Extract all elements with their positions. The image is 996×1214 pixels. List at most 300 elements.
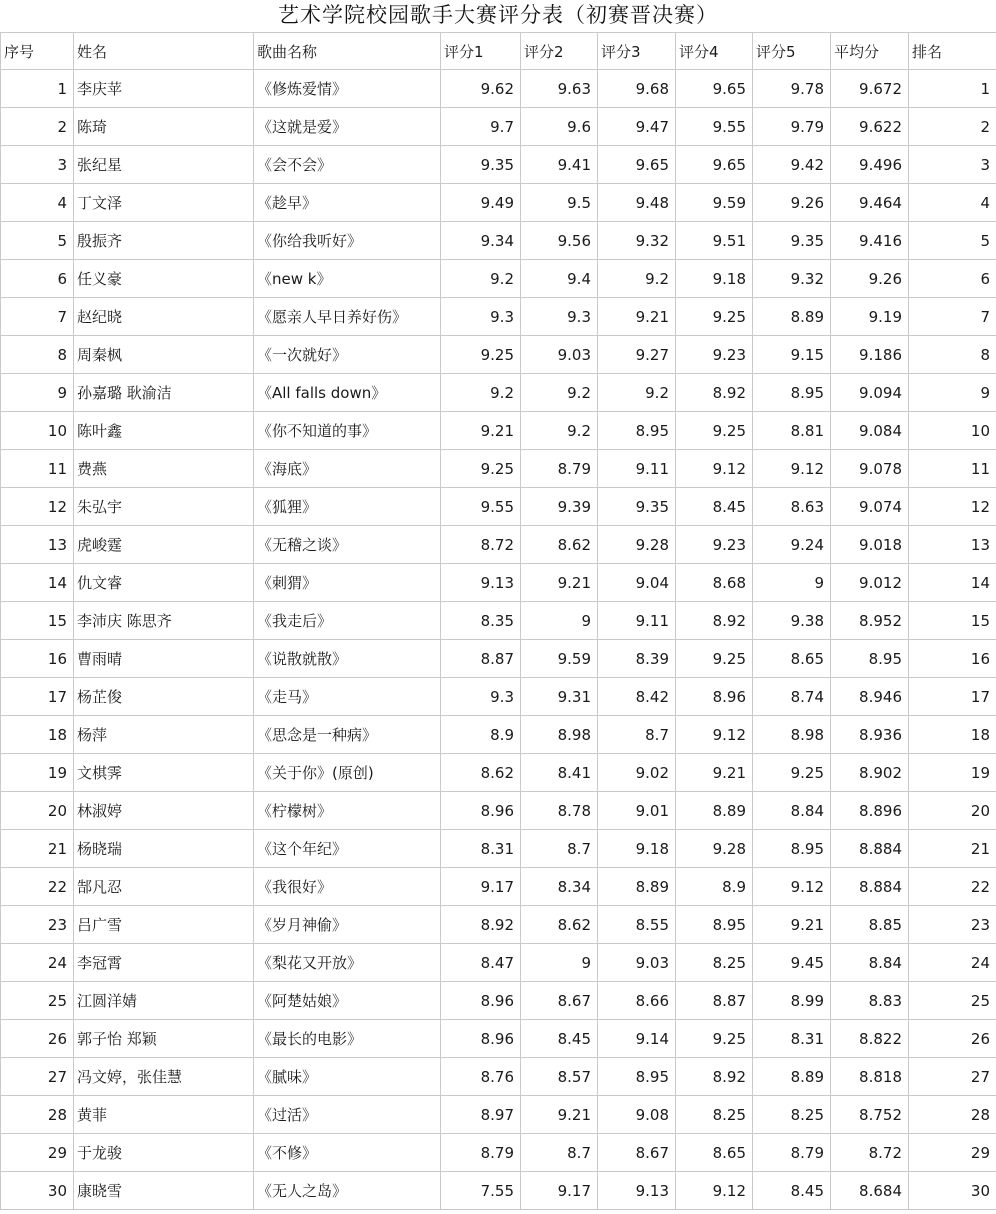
cell-score3[interactable]: 8.39 xyxy=(598,640,676,678)
cell-score1[interactable]: 8.35 xyxy=(441,602,521,640)
cell-score3[interactable]: 9.32 xyxy=(598,222,676,260)
cell-rank[interactable]: 2 xyxy=(909,108,996,146)
cell-index[interactable]: 14 xyxy=(1,564,74,602)
cell-average[interactable]: 8.72 xyxy=(831,1134,909,1172)
cell-song[interactable]: 《岁月神偷》 xyxy=(254,906,441,944)
cell-score3[interactable]: 9.18 xyxy=(598,830,676,868)
cell-rank[interactable]: 14 xyxy=(909,564,996,602)
cell-average[interactable]: 9.084 xyxy=(831,412,909,450)
cell-name[interactable]: 殷振齐 xyxy=(74,222,254,260)
cell-score5[interactable]: 9.45 xyxy=(753,944,831,982)
cell-score2[interactable]: 8.7 xyxy=(521,1134,598,1172)
cell-score5[interactable]: 9.12 xyxy=(753,450,831,488)
cell-score5[interactable]: 8.95 xyxy=(753,374,831,412)
cell-score3[interactable]: 9.28 xyxy=(598,526,676,564)
cell-score1[interactable]: 9.25 xyxy=(441,450,521,488)
header-cell-index[interactable]: 序号 xyxy=(1,33,74,70)
cell-score2[interactable]: 9.31 xyxy=(521,678,598,716)
cell-index[interactable]: 28 xyxy=(1,1096,74,1134)
cell-rank[interactable]: 22 xyxy=(909,868,996,906)
cell-index[interactable]: 7 xyxy=(1,298,74,336)
cell-index[interactable]: 22 xyxy=(1,868,74,906)
cell-score2[interactable]: 9.56 xyxy=(521,222,598,260)
cell-score2[interactable]: 9.21 xyxy=(521,1096,598,1134)
cell-score1[interactable]: 9.2 xyxy=(441,374,521,412)
cell-name[interactable]: 杨晓瑞 xyxy=(74,830,254,868)
cell-average[interactable]: 8.85 xyxy=(831,906,909,944)
cell-index[interactable]: 8 xyxy=(1,336,74,374)
cell-score5[interactable]: 8.74 xyxy=(753,678,831,716)
cell-score5[interactable]: 8.63 xyxy=(753,488,831,526)
cell-index[interactable]: 10 xyxy=(1,412,74,450)
cell-average[interactable]: 8.952 xyxy=(831,602,909,640)
cell-score5[interactable]: 8.98 xyxy=(753,716,831,754)
cell-name[interactable]: 丁文泽 xyxy=(74,184,254,222)
cell-song[interactable]: 《刺猬》 xyxy=(254,564,441,602)
cell-score3[interactable]: 9.2 xyxy=(598,374,676,412)
cell-name[interactable]: 李冠霄 xyxy=(74,944,254,982)
cell-rank[interactable]: 27 xyxy=(909,1058,996,1096)
cell-score4[interactable]: 8.92 xyxy=(676,374,753,412)
cell-score3[interactable]: 9.48 xyxy=(598,184,676,222)
cell-score1[interactable]: 9.25 xyxy=(441,336,521,374)
cell-song[interactable]: 《最长的电影》 xyxy=(254,1020,441,1058)
cell-name[interactable]: 仇文睿 xyxy=(74,564,254,602)
cell-score2[interactable]: 9.3 xyxy=(521,298,598,336)
cell-average[interactable]: 9.672 xyxy=(831,70,909,108)
cell-score5[interactable]: 9 xyxy=(753,564,831,602)
cell-score4[interactable]: 8.87 xyxy=(676,982,753,1020)
cell-name[interactable]: 任义豪 xyxy=(74,260,254,298)
cell-score5[interactable]: 8.31 xyxy=(753,1020,831,1058)
cell-index[interactable]: 21 xyxy=(1,830,74,868)
cell-name[interactable]: 吕广雪 xyxy=(74,906,254,944)
cell-score5[interactable]: 8.89 xyxy=(753,298,831,336)
cell-score5[interactable]: 9.32 xyxy=(753,260,831,298)
cell-score4[interactable]: 9.25 xyxy=(676,640,753,678)
cell-score3[interactable]: 8.7 xyxy=(598,716,676,754)
cell-rank[interactable]: 10 xyxy=(909,412,996,450)
cell-index[interactable]: 25 xyxy=(1,982,74,1020)
cell-score2[interactable]: 9.03 xyxy=(521,336,598,374)
cell-average[interactable]: 9.186 xyxy=(831,336,909,374)
cell-score4[interactable]: 8.89 xyxy=(676,792,753,830)
cell-score5[interactable]: 9.42 xyxy=(753,146,831,184)
cell-score4[interactable]: 9.59 xyxy=(676,184,753,222)
cell-name[interactable]: 虎峻霆 xyxy=(74,526,254,564)
cell-score2[interactable]: 8.34 xyxy=(521,868,598,906)
cell-rank[interactable]: 13 xyxy=(909,526,996,564)
cell-score3[interactable]: 9.03 xyxy=(598,944,676,982)
cell-average[interactable]: 9.094 xyxy=(831,374,909,412)
cell-index[interactable]: 6 xyxy=(1,260,74,298)
cell-name[interactable]: 张纪星 xyxy=(74,146,254,184)
cell-score1[interactable]: 8.79 xyxy=(441,1134,521,1172)
cell-name[interactable]: 文棋霁 xyxy=(74,754,254,792)
cell-average[interactable]: 8.884 xyxy=(831,830,909,868)
cell-name[interactable]: 杨芷俊 xyxy=(74,678,254,716)
cell-rank[interactable]: 17 xyxy=(909,678,996,716)
header-cell-score1[interactable]: 评分1 xyxy=(441,33,521,70)
cell-index[interactable]: 29 xyxy=(1,1134,74,1172)
cell-score4[interactable]: 8.96 xyxy=(676,678,753,716)
cell-score4[interactable]: 9.25 xyxy=(676,298,753,336)
header-cell-score2[interactable]: 评分2 xyxy=(521,33,598,70)
cell-index[interactable]: 12 xyxy=(1,488,74,526)
cell-score5[interactable]: 9.24 xyxy=(753,526,831,564)
cell-index[interactable]: 17 xyxy=(1,678,74,716)
cell-score2[interactable]: 8.67 xyxy=(521,982,598,1020)
cell-score3[interactable]: 8.89 xyxy=(598,868,676,906)
cell-rank[interactable]: 7 xyxy=(909,298,996,336)
cell-index[interactable]: 3 xyxy=(1,146,74,184)
cell-song[interactable]: 《过活》 xyxy=(254,1096,441,1134)
cell-average[interactable]: 9.26 xyxy=(831,260,909,298)
cell-score2[interactable]: 9.59 xyxy=(521,640,598,678)
cell-score3[interactable]: 8.95 xyxy=(598,412,676,450)
cell-song[interactable]: 《你给我听好》 xyxy=(254,222,441,260)
header-cell-average[interactable]: 平均分 xyxy=(831,33,909,70)
cell-score1[interactable]: 8.87 xyxy=(441,640,521,678)
cell-rank[interactable]: 4 xyxy=(909,184,996,222)
cell-score5[interactable]: 8.65 xyxy=(753,640,831,678)
cell-score4[interactable]: 8.95 xyxy=(676,906,753,944)
cell-song[interactable]: 《new k》 xyxy=(254,260,441,298)
cell-rank[interactable]: 20 xyxy=(909,792,996,830)
cell-name[interactable]: 郭子怡 郑颖 xyxy=(74,1020,254,1058)
cell-score2[interactable]: 9.17 xyxy=(521,1172,598,1210)
cell-rank[interactable]: 19 xyxy=(909,754,996,792)
cell-score5[interactable]: 9.35 xyxy=(753,222,831,260)
cell-score2[interactable]: 8.45 xyxy=(521,1020,598,1058)
cell-score2[interactable]: 9.4 xyxy=(521,260,598,298)
cell-score4[interactable]: 9.25 xyxy=(676,1020,753,1058)
cell-name[interactable]: 陈叶鑫 xyxy=(74,412,254,450)
cell-score5[interactable]: 8.99 xyxy=(753,982,831,1020)
cell-score2[interactable]: 9.63 xyxy=(521,70,598,108)
cell-average[interactable]: 9.012 xyxy=(831,564,909,602)
cell-name[interactable]: 费燕 xyxy=(74,450,254,488)
cell-score3[interactable]: 9.01 xyxy=(598,792,676,830)
cell-score2[interactable]: 9.5 xyxy=(521,184,598,222)
cell-score4[interactable]: 8.25 xyxy=(676,1096,753,1134)
cell-score1[interactable]: 8.97 xyxy=(441,1096,521,1134)
cell-score4[interactable]: 9.12 xyxy=(676,450,753,488)
cell-score2[interactable]: 8.78 xyxy=(521,792,598,830)
cell-rank[interactable]: 16 xyxy=(909,640,996,678)
cell-song[interactable]: 《一次就好》 xyxy=(254,336,441,374)
cell-score5[interactable]: 8.95 xyxy=(753,830,831,868)
cell-score2[interactable]: 8.41 xyxy=(521,754,598,792)
cell-name[interactable]: 杨萍 xyxy=(74,716,254,754)
cell-index[interactable]: 24 xyxy=(1,944,74,982)
cell-score4[interactable]: 9.23 xyxy=(676,526,753,564)
cell-song[interactable]: 《不修》 xyxy=(254,1134,441,1172)
cell-score2[interactable]: 8.62 xyxy=(521,906,598,944)
cell-index[interactable]: 20 xyxy=(1,792,74,830)
cell-song[interactable]: 《愿亲人早日养好伤》 xyxy=(254,298,441,336)
cell-score5[interactable]: 8.89 xyxy=(753,1058,831,1096)
cell-name[interactable]: 冯文婷，张佳慧 xyxy=(74,1058,254,1096)
cell-song[interactable]: 《阿楚姑娘》 xyxy=(254,982,441,1020)
cell-score3[interactable]: 9.65 xyxy=(598,146,676,184)
cell-score1[interactable]: 9.13 xyxy=(441,564,521,602)
cell-average[interactable]: 9.074 xyxy=(831,488,909,526)
cell-song[interactable]: 《趁早》 xyxy=(254,184,441,222)
header-cell-rank[interactable]: 排名 xyxy=(909,33,996,70)
cell-song[interactable]: 《这就是爱》 xyxy=(254,108,441,146)
cell-score3[interactable]: 9.11 xyxy=(598,602,676,640)
cell-score1[interactable]: 9.55 xyxy=(441,488,521,526)
cell-score3[interactable]: 9.2 xyxy=(598,260,676,298)
header-cell-score5[interactable]: 评分5 xyxy=(753,33,831,70)
cell-song[interactable]: 《无稽之谈》 xyxy=(254,526,441,564)
cell-score5[interactable]: 8.81 xyxy=(753,412,831,450)
cell-score4[interactable]: 9.23 xyxy=(676,336,753,374)
cell-rank[interactable]: 24 xyxy=(909,944,996,982)
cell-song[interactable]: 《柠檬树》 xyxy=(254,792,441,830)
cell-score4[interactable]: 9.55 xyxy=(676,108,753,146)
cell-score1[interactable]: 9.21 xyxy=(441,412,521,450)
cell-index[interactable]: 2 xyxy=(1,108,74,146)
cell-rank[interactable]: 15 xyxy=(909,602,996,640)
cell-song[interactable]: 《这个年纪》 xyxy=(254,830,441,868)
cell-score3[interactable]: 8.66 xyxy=(598,982,676,1020)
cell-name[interactable]: 郜凡忍 xyxy=(74,868,254,906)
cell-score5[interactable]: 9.12 xyxy=(753,868,831,906)
cell-index[interactable]: 30 xyxy=(1,1172,74,1210)
cell-score2[interactable]: 9 xyxy=(521,944,598,982)
header-cell-score4[interactable]: 评分4 xyxy=(676,33,753,70)
cell-index[interactable]: 19 xyxy=(1,754,74,792)
cell-score2[interactable]: 8.79 xyxy=(521,450,598,488)
cell-average[interactable]: 8.83 xyxy=(831,982,909,1020)
cell-score1[interactable]: 9.35 xyxy=(441,146,521,184)
cell-name[interactable]: 朱弘宇 xyxy=(74,488,254,526)
cell-song[interactable]: 《会不会》 xyxy=(254,146,441,184)
cell-score3[interactable]: 9.14 xyxy=(598,1020,676,1058)
cell-song[interactable]: 《腻味》 xyxy=(254,1058,441,1096)
cell-score2[interactable]: 8.98 xyxy=(521,716,598,754)
cell-index[interactable]: 16 xyxy=(1,640,74,678)
cell-score2[interactable]: 9.2 xyxy=(521,412,598,450)
cell-score3[interactable]: 9.13 xyxy=(598,1172,676,1210)
cell-rank[interactable]: 11 xyxy=(909,450,996,488)
cell-score3[interactable]: 9.21 xyxy=(598,298,676,336)
cell-score2[interactable]: 9.41 xyxy=(521,146,598,184)
cell-score1[interactable]: 8.92 xyxy=(441,906,521,944)
cell-score4[interactable]: 9.65 xyxy=(676,70,753,108)
cell-score5[interactable]: 9.15 xyxy=(753,336,831,374)
cell-rank[interactable]: 21 xyxy=(909,830,996,868)
cell-score1[interactable]: 7.55 xyxy=(441,1172,521,1210)
cell-score5[interactable]: 9.78 xyxy=(753,70,831,108)
cell-score1[interactable]: 9.3 xyxy=(441,678,521,716)
cell-score4[interactable]: 9.12 xyxy=(676,1172,753,1210)
cell-song[interactable]: 《无人之岛》 xyxy=(254,1172,441,1210)
cell-average[interactable]: 9.464 xyxy=(831,184,909,222)
cell-name[interactable]: 周秦枫 xyxy=(74,336,254,374)
cell-score4[interactable]: 9.28 xyxy=(676,830,753,868)
cell-score1[interactable]: 9.17 xyxy=(441,868,521,906)
cell-score5[interactable]: 9.38 xyxy=(753,602,831,640)
cell-average[interactable]: 9.416 xyxy=(831,222,909,260)
cell-rank[interactable]: 25 xyxy=(909,982,996,1020)
cell-name[interactable]: 曹雨晴 xyxy=(74,640,254,678)
cell-song[interactable]: 《关于你》(原创) xyxy=(254,754,441,792)
cell-rank[interactable]: 28 xyxy=(909,1096,996,1134)
cell-score4[interactable]: 9.25 xyxy=(676,412,753,450)
cell-song[interactable]: 《海底》 xyxy=(254,450,441,488)
cell-score4[interactable]: 8.68 xyxy=(676,564,753,602)
cell-name[interactable]: 李庆苹 xyxy=(74,70,254,108)
cell-song[interactable]: 《你不知道的事》 xyxy=(254,412,441,450)
cell-score5[interactable]: 9.26 xyxy=(753,184,831,222)
cell-index[interactable]: 27 xyxy=(1,1058,74,1096)
cell-score2[interactable]: 9.6 xyxy=(521,108,598,146)
cell-song[interactable]: 《狐狸》 xyxy=(254,488,441,526)
cell-rank[interactable]: 5 xyxy=(909,222,996,260)
cell-score2[interactable]: 9.21 xyxy=(521,564,598,602)
cell-score4[interactable]: 8.25 xyxy=(676,944,753,982)
cell-score5[interactable]: 8.45 xyxy=(753,1172,831,1210)
cell-score5[interactable]: 8.79 xyxy=(753,1134,831,1172)
cell-score4[interactable]: 8.45 xyxy=(676,488,753,526)
cell-average[interactable]: 8.818 xyxy=(831,1058,909,1096)
cell-score4[interactable]: 8.65 xyxy=(676,1134,753,1172)
cell-average[interactable]: 8.752 xyxy=(831,1096,909,1134)
cell-index[interactable]: 1 xyxy=(1,70,74,108)
header-cell-score3[interactable]: 评分3 xyxy=(598,33,676,70)
cell-index[interactable]: 23 xyxy=(1,906,74,944)
cell-average[interactable]: 8.936 xyxy=(831,716,909,754)
cell-score4[interactable]: 9.12 xyxy=(676,716,753,754)
cell-score1[interactable]: 8.96 xyxy=(441,1020,521,1058)
cell-song[interactable]: 《All falls down》 xyxy=(254,374,441,412)
cell-rank[interactable]: 30 xyxy=(909,1172,996,1210)
cell-average[interactable]: 9.078 xyxy=(831,450,909,488)
cell-index[interactable]: 15 xyxy=(1,602,74,640)
cell-score3[interactable]: 9.47 xyxy=(598,108,676,146)
cell-rank[interactable]: 23 xyxy=(909,906,996,944)
cell-name[interactable]: 李沛庆 陈思齐 xyxy=(74,602,254,640)
cell-index[interactable]: 5 xyxy=(1,222,74,260)
cell-score1[interactable]: 8.76 xyxy=(441,1058,521,1096)
cell-score2[interactable]: 8.57 xyxy=(521,1058,598,1096)
cell-score4[interactable]: 8.92 xyxy=(676,1058,753,1096)
cell-name[interactable]: 江圆洋婧 xyxy=(74,982,254,1020)
cell-score4[interactable]: 8.9 xyxy=(676,868,753,906)
cell-name[interactable]: 赵纪晓 xyxy=(74,298,254,336)
cell-average[interactable]: 8.896 xyxy=(831,792,909,830)
cell-name[interactable]: 康晓雪 xyxy=(74,1172,254,1210)
cell-average[interactable]: 9.496 xyxy=(831,146,909,184)
cell-rank[interactable]: 26 xyxy=(909,1020,996,1058)
cell-index[interactable]: 9 xyxy=(1,374,74,412)
cell-score1[interactable]: 9.7 xyxy=(441,108,521,146)
cell-score2[interactable]: 9.2 xyxy=(521,374,598,412)
cell-average[interactable]: 8.946 xyxy=(831,678,909,716)
cell-name[interactable]: 黄菲 xyxy=(74,1096,254,1134)
cell-score1[interactable]: 9.49 xyxy=(441,184,521,222)
cell-song[interactable]: 《梨花又开放》 xyxy=(254,944,441,982)
cell-average[interactable]: 8.95 xyxy=(831,640,909,678)
cell-index[interactable]: 13 xyxy=(1,526,74,564)
cell-score3[interactable]: 9.04 xyxy=(598,564,676,602)
cell-index[interactable]: 4 xyxy=(1,184,74,222)
header-cell-name[interactable]: 姓名 xyxy=(74,33,254,70)
cell-rank[interactable]: 12 xyxy=(909,488,996,526)
cell-name[interactable]: 孙嘉璐 耿渝洁 xyxy=(74,374,254,412)
header-cell-song[interactable]: 歌曲名称 xyxy=(254,33,441,70)
cell-score1[interactable]: 8.72 xyxy=(441,526,521,564)
cell-score1[interactable]: 8.31 xyxy=(441,830,521,868)
cell-score5[interactable]: 9.79 xyxy=(753,108,831,146)
cell-score4[interactable]: 8.92 xyxy=(676,602,753,640)
cell-index[interactable]: 18 xyxy=(1,716,74,754)
cell-rank[interactable]: 18 xyxy=(909,716,996,754)
cell-score3[interactable]: 8.42 xyxy=(598,678,676,716)
cell-rank[interactable]: 8 xyxy=(909,336,996,374)
cell-score1[interactable]: 9.34 xyxy=(441,222,521,260)
cell-score1[interactable]: 9.2 xyxy=(441,260,521,298)
cell-average[interactable]: 8.684 xyxy=(831,1172,909,1210)
cell-score1[interactable]: 8.62 xyxy=(441,754,521,792)
cell-song[interactable]: 《走马》 xyxy=(254,678,441,716)
cell-score1[interactable]: 8.96 xyxy=(441,792,521,830)
cell-score3[interactable]: 9.08 xyxy=(598,1096,676,1134)
cell-index[interactable]: 11 xyxy=(1,450,74,488)
cell-song[interactable]: 《修炼爱情》 xyxy=(254,70,441,108)
cell-average[interactable]: 9.622 xyxy=(831,108,909,146)
cell-score5[interactable]: 9.21 xyxy=(753,906,831,944)
cell-rank[interactable]: 3 xyxy=(909,146,996,184)
cell-score3[interactable]: 8.67 xyxy=(598,1134,676,1172)
cell-score5[interactable]: 8.84 xyxy=(753,792,831,830)
cell-score5[interactable]: 8.25 xyxy=(753,1096,831,1134)
cell-average[interactable]: 9.19 xyxy=(831,298,909,336)
cell-song[interactable]: 《我很好》 xyxy=(254,868,441,906)
cell-index[interactable]: 26 xyxy=(1,1020,74,1058)
cell-score3[interactable]: 9.68 xyxy=(598,70,676,108)
cell-score1[interactable]: 8.47 xyxy=(441,944,521,982)
cell-average[interactable]: 8.884 xyxy=(831,868,909,906)
cell-score4[interactable]: 9.65 xyxy=(676,146,753,184)
cell-score4[interactable]: 9.51 xyxy=(676,222,753,260)
cell-score3[interactable]: 9.27 xyxy=(598,336,676,374)
cell-song[interactable]: 《我走后》 xyxy=(254,602,441,640)
cell-average[interactable]: 8.84 xyxy=(831,944,909,982)
cell-name[interactable]: 陈琦 xyxy=(74,108,254,146)
cell-score4[interactable]: 9.18 xyxy=(676,260,753,298)
cell-score1[interactable]: 9.62 xyxy=(441,70,521,108)
cell-name[interactable]: 林淑婷 xyxy=(74,792,254,830)
cell-song[interactable]: 《说散就散》 xyxy=(254,640,441,678)
cell-name[interactable]: 于龙骏 xyxy=(74,1134,254,1172)
cell-score2[interactable]: 8.62 xyxy=(521,526,598,564)
cell-score1[interactable]: 9.3 xyxy=(441,298,521,336)
cell-score1[interactable]: 8.96 xyxy=(441,982,521,1020)
cell-rank[interactable]: 1 xyxy=(909,70,996,108)
cell-score3[interactable]: 9.35 xyxy=(598,488,676,526)
cell-score3[interactable]: 8.95 xyxy=(598,1058,676,1096)
cell-average[interactable]: 8.902 xyxy=(831,754,909,792)
cell-song[interactable]: 《思念是一种病》 xyxy=(254,716,441,754)
cell-rank[interactable]: 9 xyxy=(909,374,996,412)
cell-average[interactable]: 8.822 xyxy=(831,1020,909,1058)
cell-rank[interactable]: 6 xyxy=(909,260,996,298)
cell-score1[interactable]: 8.9 xyxy=(441,716,521,754)
